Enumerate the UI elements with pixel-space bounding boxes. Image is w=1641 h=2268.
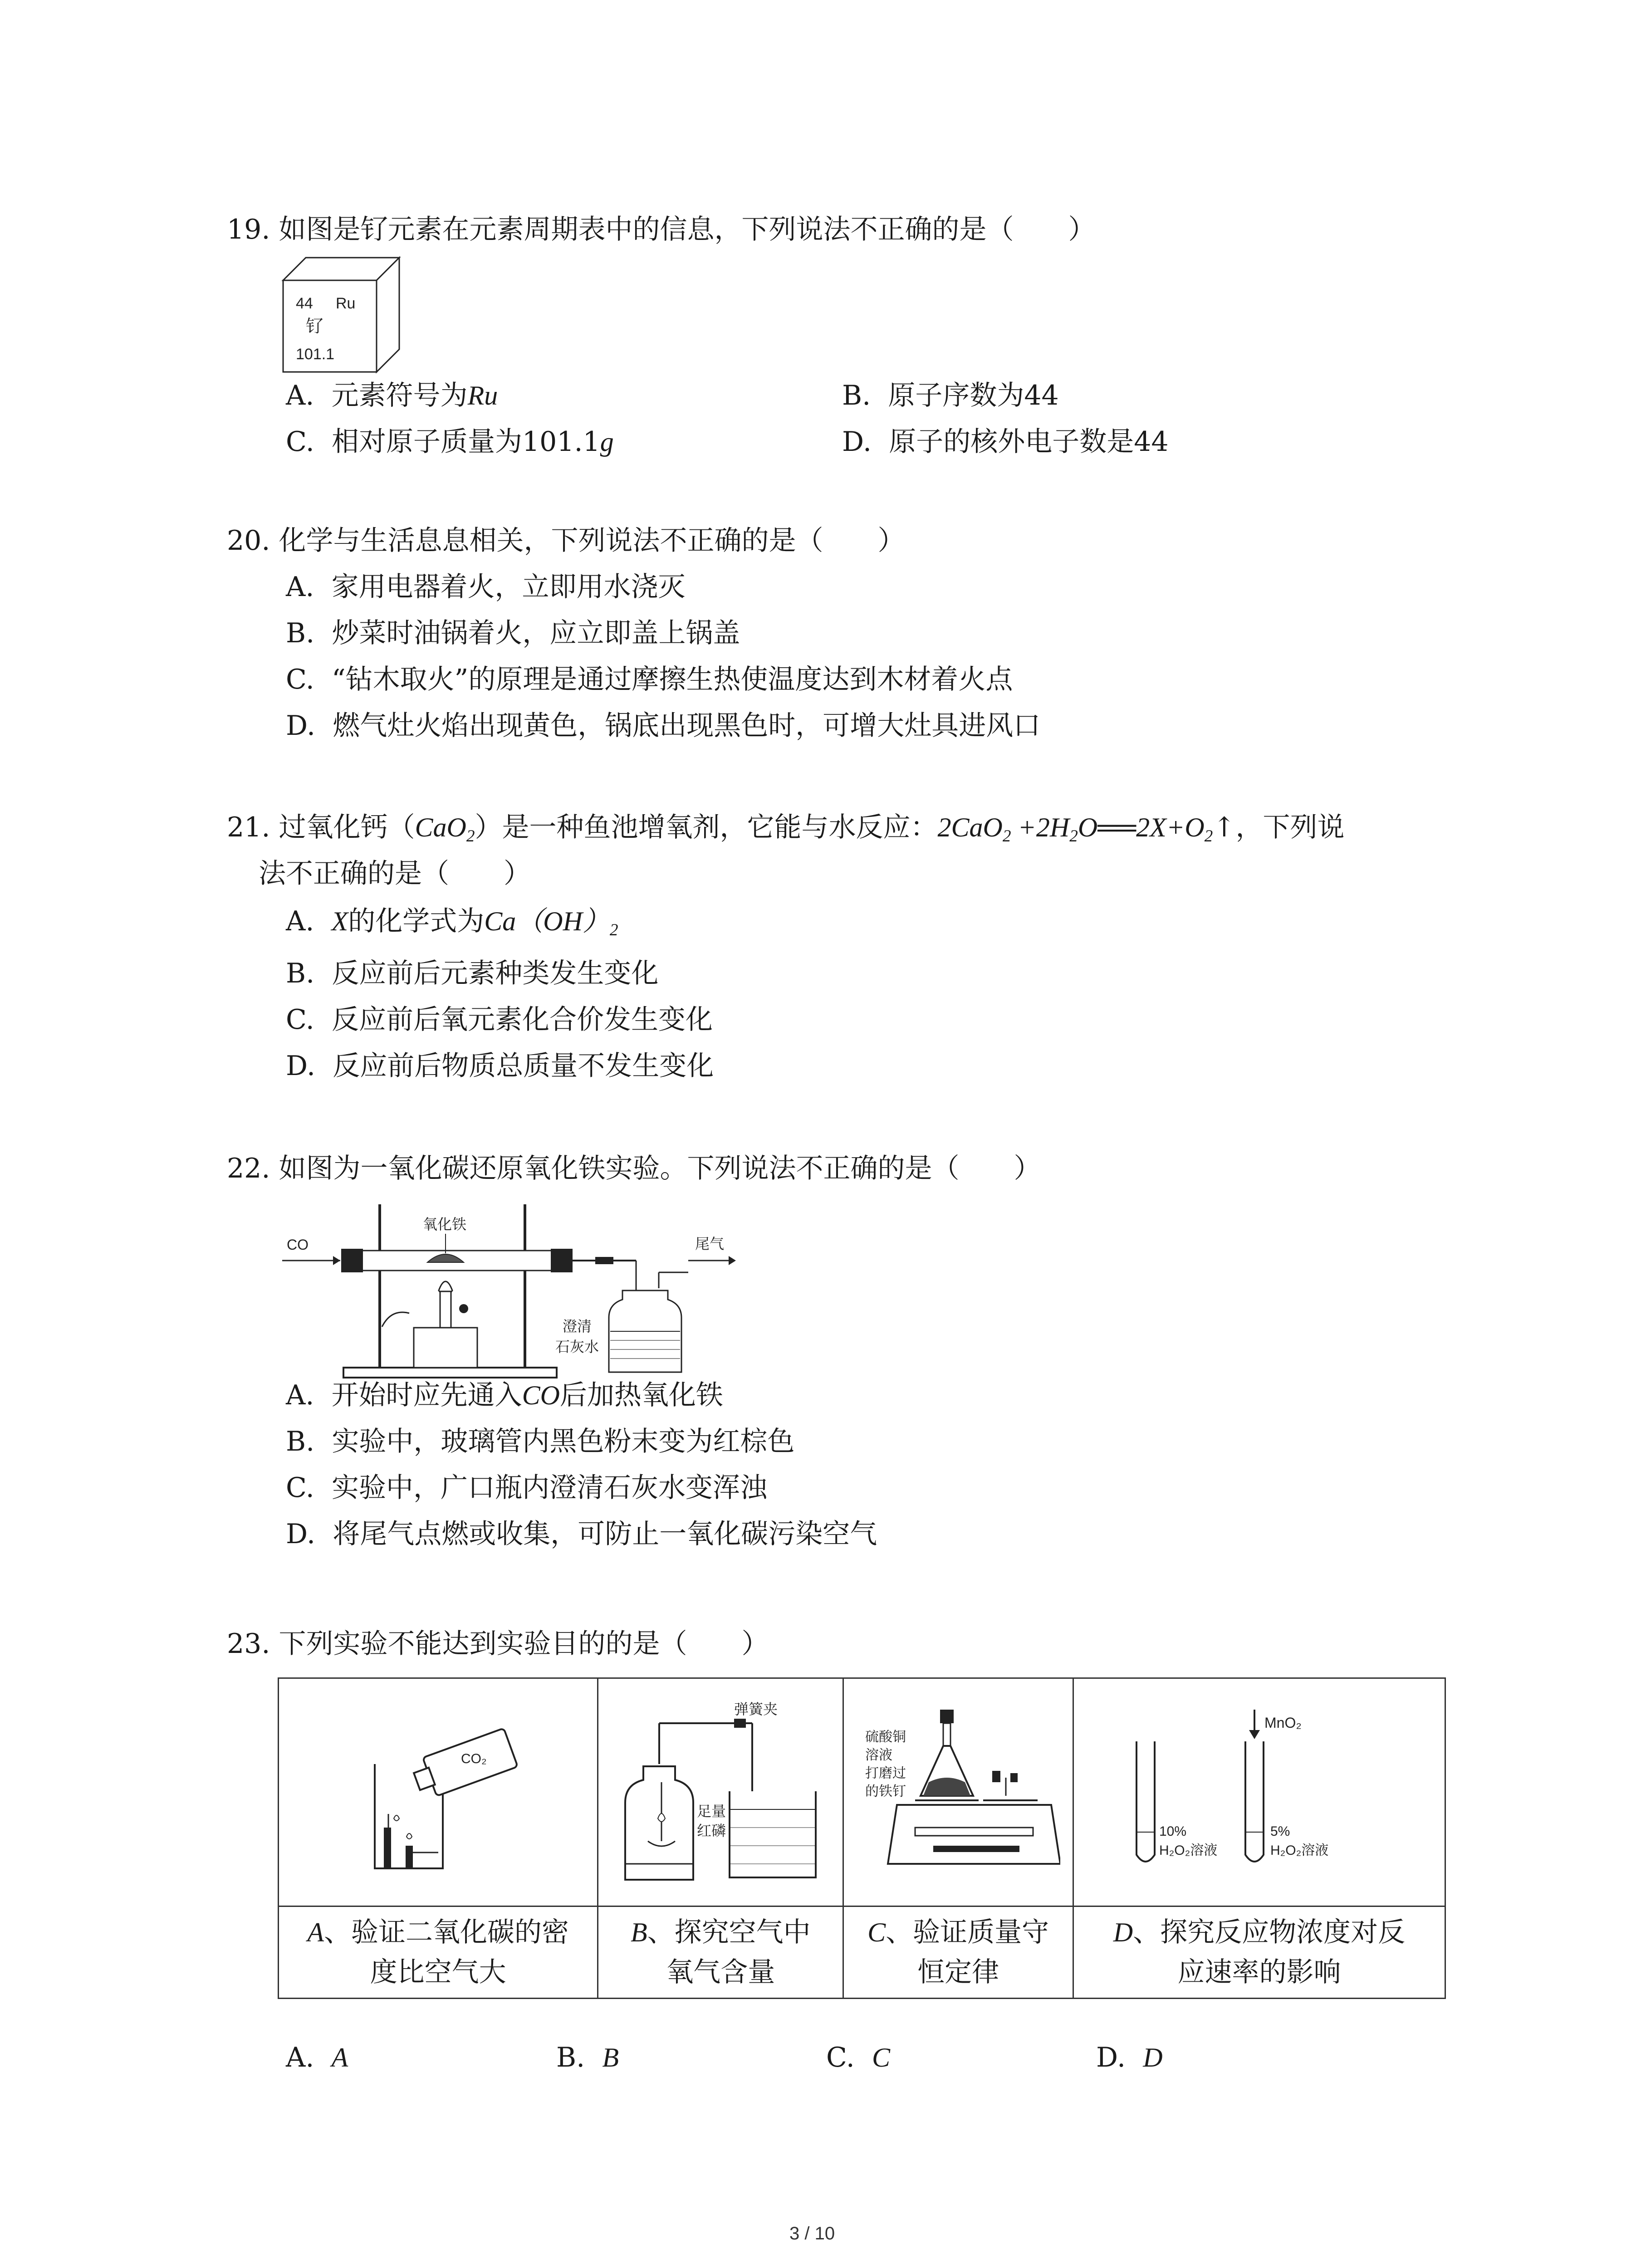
option-label: D. [286, 1518, 316, 1550]
caption-letter: B [630, 1917, 647, 1947]
page-number: 3 / 10 [789, 2224, 835, 2244]
option-label: D. [286, 1050, 316, 1082]
option-text: 元素符号为 [331, 380, 468, 411]
label-h2o2-10: H₂O₂溶液 [1159, 1843, 1218, 1858]
q23-option-b[interactable] [556, 2041, 619, 2074]
label-co: CO [287, 1237, 309, 1253]
caption-letter: D [1113, 1917, 1133, 1947]
cell-caption-b [598, 1906, 843, 1999]
cell-figure-b [598, 1678, 843, 1906]
cell-caption-d [1073, 1906, 1445, 1999]
option-text: 反应前后物质总质量不发生变化 [333, 1050, 714, 1082]
caption-line: 氧气含量 [666, 1956, 775, 1988]
label-phosphorus-1: 足量 [697, 1803, 726, 1819]
option-formula: Ca（OH） [484, 906, 610, 936]
option-text: 实验中，玻璃管内黑色粉末变为红棕色 [332, 1426, 795, 1457]
option-text: 的化学式为 [348, 905, 485, 937]
caption-line: 度比空气大 [370, 1956, 506, 1988]
option-value: A [331, 2043, 348, 2072]
cell-figure-a [279, 1678, 598, 1906]
label-limewater-2: 石灰水 [555, 1339, 599, 1355]
label-limewater-1: 澄清 [563, 1318, 592, 1334]
caption-line: 、探究反应物浓度对反 [1133, 1916, 1406, 1948]
q19-stem: 19. 如图是钌元素在元素周期表中的信息，下列说法不正确的是（ ） [227, 214, 1096, 245]
option-value: D [1143, 2043, 1163, 2072]
subscript: 2 [466, 827, 475, 846]
tile-name: 钌 [306, 317, 323, 336]
option-math: g [600, 427, 614, 457]
label-iron-nail-1: 打磨过 [865, 1766, 906, 1781]
cell-figure-d [1073, 1678, 1445, 1906]
option-label: B. [556, 2042, 585, 2073]
equation: +2H [1011, 812, 1070, 842]
option-text: 相对原子质量为101.1 [332, 426, 600, 458]
q20-option-d[interactable] [286, 709, 1040, 742]
option-label: A. [286, 905, 314, 937]
q21-option-c[interactable] [286, 1003, 713, 1036]
q19-option-d[interactable] [842, 425, 1169, 458]
option-label: C. [286, 664, 314, 695]
option-label: D. [842, 426, 872, 458]
label-conc-10: 10% [1159, 1824, 1187, 1839]
option-label: A. [286, 2042, 314, 2073]
q20-option-b[interactable] [286, 617, 740, 650]
stem-text: ↑，下列说 [1213, 811, 1345, 843]
option-label: D. [286, 710, 316, 742]
formula: CaO [415, 812, 466, 842]
q19-option-a[interactable] [286, 379, 498, 412]
subscript: 2 [1069, 827, 1078, 846]
option-label: B. [286, 617, 315, 649]
ruthenium-tile-figure [278, 254, 405, 376]
label-conc-5: 5% [1270, 1824, 1290, 1839]
q23-option-d[interactable] [1096, 2041, 1163, 2074]
option-text: 反应前后元素种类发生变化 [332, 958, 659, 989]
option-label: B. [286, 1426, 315, 1457]
label-h2o2-5: H₂O₂溶液 [1270, 1843, 1329, 1858]
tile-mass: 101.1 [296, 346, 335, 363]
q23-stem: 23. 下列实验不能达到实验目的的是（ ） [227, 1628, 769, 1660]
option-label: C. [286, 426, 314, 458]
label-cuso4-1: 硫酸铜 [865, 1730, 906, 1745]
option-text: 反应前后氧元素化合价发生变化 [332, 1004, 713, 1036]
option-text: 炒菜时油锅着火，应立即盖上锅盖 [332, 617, 740, 649]
label-cuso4-2: 溶液 [865, 1748, 893, 1763]
q22-option-d[interactable] [286, 1518, 877, 1550]
option-text: 原子序数为44 [888, 380, 1059, 411]
option-label: A. [286, 380, 314, 411]
option-math: Ru [467, 381, 498, 411]
option-text: 燃气灶火焰出现黄色，锅底出现黑色时，可增大灶具进风口 [333, 710, 1041, 742]
q19-option-c[interactable] [286, 425, 614, 458]
label-iron-nail-2: 的铁钉 [865, 1784, 906, 1799]
equation: 2CaO [937, 812, 1003, 842]
label-spring-clip: 弹簧夹 [734, 1701, 778, 1717]
label-mno2: MnO₂ [1264, 1715, 1302, 1731]
h2o2-tubes-figure [1100, 1691, 1418, 1891]
option-math: X [331, 906, 348, 936]
cell-caption-c [843, 1906, 1073, 1999]
q21-option-b[interactable] [286, 957, 658, 990]
option-text: 将尾气点燃或收集，可防止一氧化碳污染空气 [333, 1518, 877, 1550]
q22-option-c[interactable] [286, 1471, 767, 1504]
caption-line: 应速率的影响 [1177, 1956, 1341, 1988]
label-phosphorus-2: 红磷 [697, 1823, 726, 1839]
q21-stem [227, 811, 1345, 844]
q23-option-c[interactable] [826, 2041, 890, 2074]
subscript: 2 [1002, 827, 1011, 846]
option-text: 家用电器着火，立即用水浇灭 [331, 571, 686, 603]
option-label: B. [842, 380, 871, 411]
label-tail-gas: 尾气 [695, 1236, 725, 1252]
phosphorus-apparatus-figure [616, 1691, 825, 1891]
label-iron-oxide: 氧化铁 [423, 1216, 467, 1232]
tile-atomic-number: 44 [296, 295, 313, 312]
option-label: B. [286, 958, 315, 989]
stem-text: 21. 过氧化钙（ [227, 811, 415, 843]
subscript: 2 [1204, 827, 1213, 846]
option-value: B [602, 2043, 619, 2072]
option-label: D. [1096, 2042, 1126, 2073]
option-math: CO [522, 1380, 560, 1410]
q21-option-a[interactable] [286, 905, 618, 938]
co2-pouring-figure [357, 1696, 520, 1887]
caption-line: 、探究空气中 [647, 1916, 811, 1948]
caption-line: 、验证二氧化碳的密 [323, 1916, 569, 1948]
subscript: 2 [609, 921, 618, 940]
q23-experiment-table [278, 1677, 1446, 1999]
q20-stem: 20. 化学与生活息息相关，下列说法不正确的是（ ） [227, 525, 905, 557]
option-value: C [872, 2043, 891, 2072]
q20-option-c[interactable] [286, 663, 1013, 696]
q22-option-a[interactable] [286, 1379, 723, 1412]
option-text: 实验中，广口瓶内澄清石灰水变浑浊 [332, 1472, 767, 1504]
caption-line: 、验证质量守 [886, 1916, 1049, 1948]
q21-stem-line2: 法不正确的是（ ） [259, 858, 531, 890]
caption-letter: A [307, 1917, 324, 1947]
q23-option-a[interactable] [286, 2041, 348, 2074]
q22-option-b[interactable] [286, 1425, 794, 1458]
option-label: C. [286, 1004, 314, 1036]
option-text: 原子的核外电子数是44 [889, 426, 1169, 458]
tile-symbol: Ru [336, 295, 356, 312]
table-row [279, 1906, 1445, 1999]
option-text: 开始时应先通入 [331, 1379, 522, 1411]
equation: O══2X+O [1078, 812, 1205, 842]
q21-option-d[interactable] [286, 1050, 714, 1082]
option-label: C. [286, 1472, 314, 1504]
label-co2: CO₂ [460, 1751, 487, 1766]
q20-option-a[interactable] [286, 571, 686, 603]
q19-option-b[interactable] [842, 379, 1059, 412]
option-label: C. [826, 2042, 855, 2073]
option-label: A. [286, 571, 314, 603]
option-text: “钻木取火”的原理是通过摩擦生热使温度达到木材着火点 [332, 664, 1013, 695]
q22-stem: 22. 如图为一氧化碳还原氧化铁实验。下列说法不正确的是（ ） [227, 1153, 1041, 1184]
co-reduction-apparatus-figure [278, 1195, 759, 1386]
caption-letter: C [867, 1917, 886, 1947]
table-row [279, 1678, 1445, 1906]
caption-line: 恒定律 [917, 1956, 999, 1988]
stem-text: ）是一种鱼池增氧剂，它能与水反应： [475, 811, 938, 843]
balance-figure [856, 1691, 1060, 1891]
option-text: 后加热氧化铁 [559, 1379, 723, 1411]
cell-caption-a [279, 1906, 598, 1999]
option-label: A. [286, 1379, 314, 1411]
cell-figure-c [843, 1678, 1073, 1906]
